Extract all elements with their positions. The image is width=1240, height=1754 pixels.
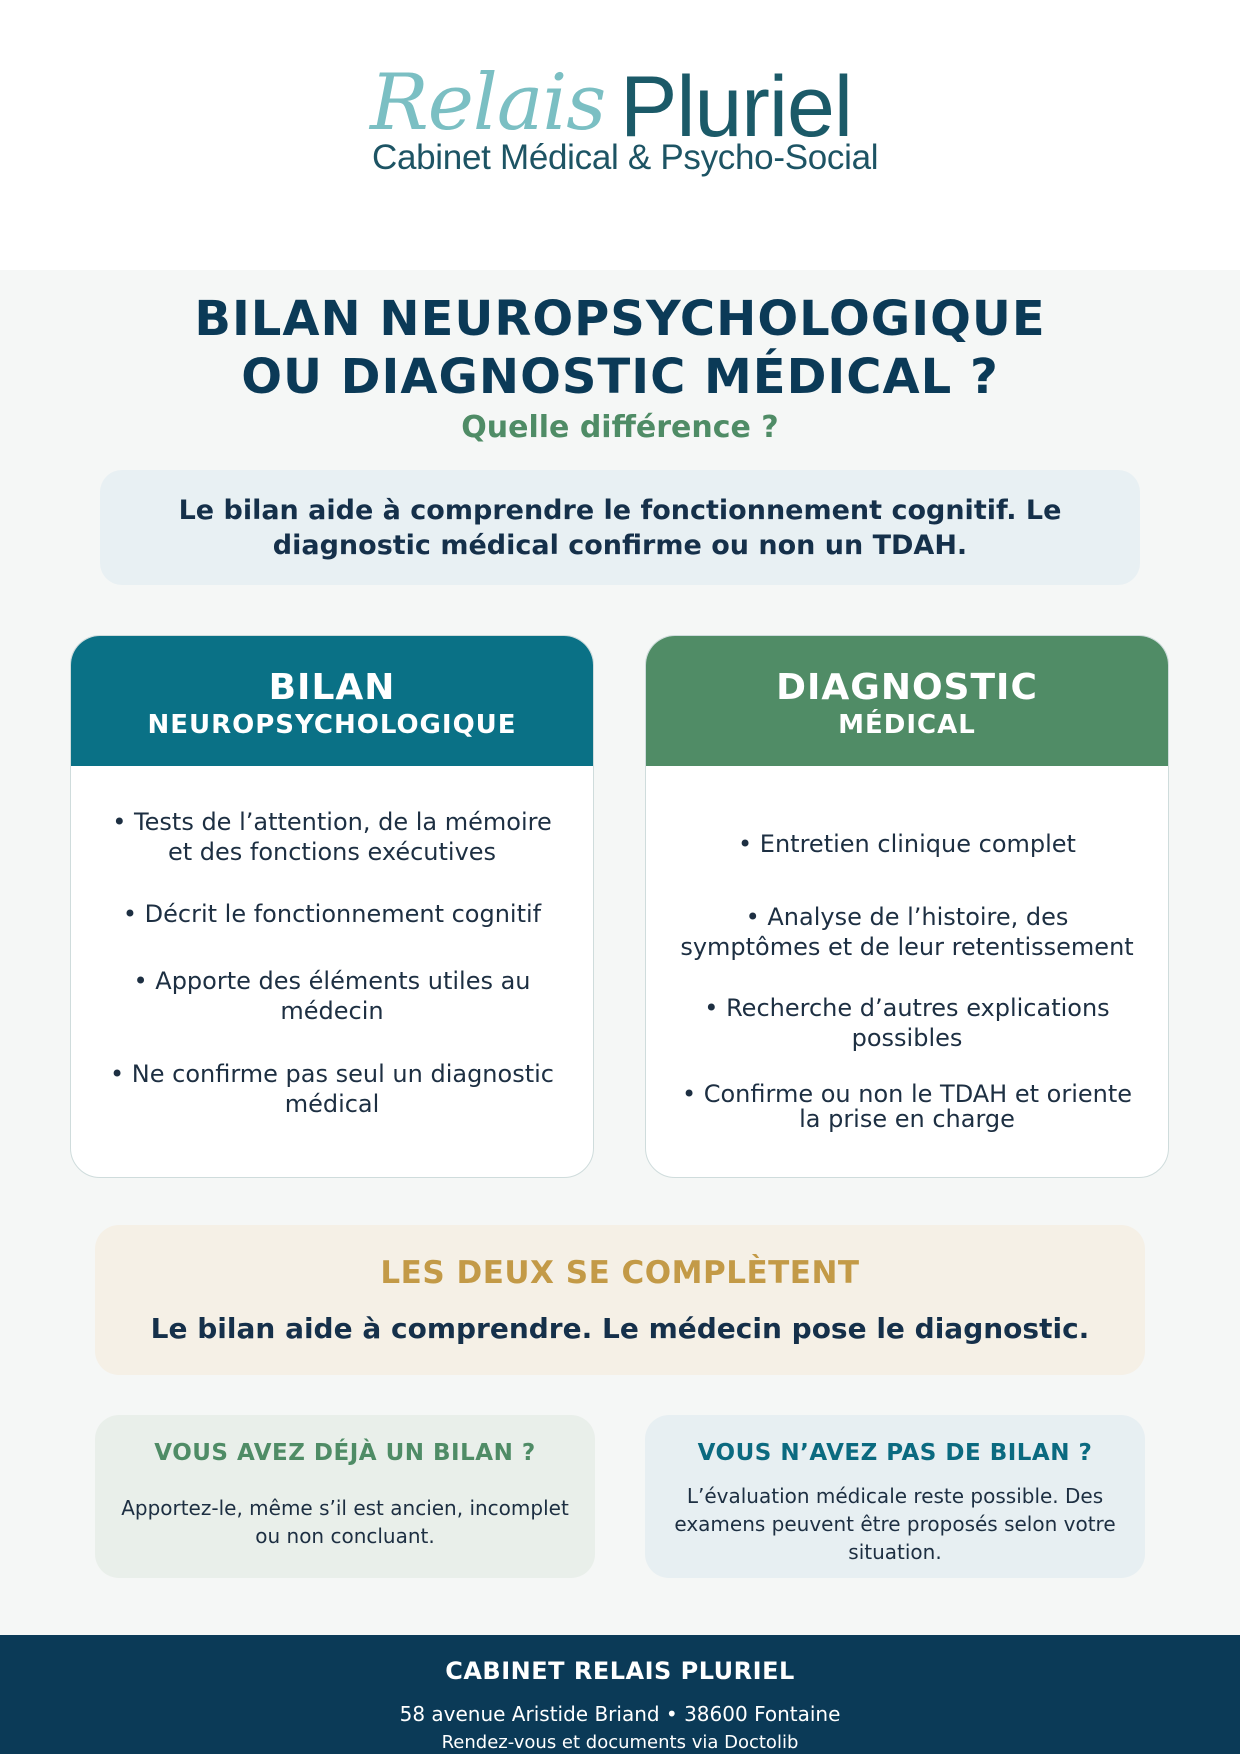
diagnostic-card-title: DIAGNOSTIC: [776, 667, 1038, 708]
page-title-line1: BILAN NEUROPSYCHOLOGIQUE: [194, 291, 1046, 347]
has-bilan-title: VOUS AVEZ DÉJÀ UN BILAN ?: [154, 1440, 536, 1466]
footer: [0, 1635, 1240, 1754]
bilan-card-title: BILAN: [268, 667, 396, 708]
page-subtitle: Quelle différence ?: [461, 410, 779, 445]
logo-relais-text: Relais: [370, 58, 606, 148]
page-title: [0, 290, 1240, 406]
diagnostic-card: [645, 635, 1169, 1178]
intro-box: [100, 470, 1140, 585]
footer-title: CABINET RELAIS PLURIEL: [445, 1657, 795, 1685]
diagnostic-bullet: • Analyse de l’histoire, des symptômes et de leur retentissement: [680, 903, 1134, 961]
diagnostic-bullet: • Entretien clinique complet: [738, 830, 1076, 858]
header: [0, 0, 1240, 270]
diagnostic-card-header: [646, 636, 1168, 766]
logo-pluriel-text: Pluriel: [620, 59, 852, 155]
page-title-line2: OU DIAGNOSTIC MÉDICAL ?: [241, 349, 999, 405]
has-bilan-box: [95, 1415, 595, 1578]
no-bilan-box: [645, 1415, 1145, 1578]
bilan-bullet: • Tests de l’attention, de la mémoire et des fonctions exécutives: [112, 808, 552, 866]
bilan-card: [70, 635, 594, 1178]
diagnostic-bullet: • Recherche d’autres explications possibles: [704, 994, 1110, 1052]
bilan-card-header: [71, 636, 593, 766]
footer-doctolib: Rendez-vous et documents via Doctolib: [441, 1732, 799, 1753]
bilan-bullet: • Apporte des éléments utiles au médecin: [133, 967, 531, 1025]
diagnostic-card-subtitle: MÉDICAL: [838, 710, 976, 740]
has-bilan-text: Apportez-le, même s’il est ancien, incomplet ou non concluant.: [121, 1496, 569, 1548]
complement-text: Le bilan aide à comprendre. Le médecin pose le diagnostic.: [150, 1312, 1090, 1345]
intro-text: Le bilan aide à comprendre le fonctionnement cognitif. Le diagnostic médical confirme ou non un TDAH.: [178, 494, 1062, 561]
diagnostic-bullet: • Confirme ou non le TDAH et oriente la prise en charge: [681, 1080, 1133, 1133]
complement-title: LES DEUX SE COMPLÈTENT: [380, 1255, 860, 1291]
footer-address: 58 avenue Aristide Briand • 38600 Fontaine: [399, 1702, 841, 1726]
bilan-bullet: • Décrit le fonctionnement cognitif: [122, 900, 542, 928]
bilan-card-subtitle: NEUROPSYCHOLOGIQUE: [147, 710, 517, 740]
complement-box: [95, 1225, 1145, 1375]
relais-pluriel-logo: [370, 58, 879, 188]
bilan-bullet: • Ne confirme pas seul un diagnostic médical: [110, 1060, 554, 1118]
no-bilan-text: L’évaluation médicale reste possible. Des examens peuvent être proposés selon votre situation.: [674, 1484, 1116, 1564]
no-bilan-title: VOUS N’AVEZ PAS DE BILAN ?: [697, 1440, 1093, 1466]
logo-subtitle: Cabinet Médical & Psycho-Social: [372, 138, 879, 177]
